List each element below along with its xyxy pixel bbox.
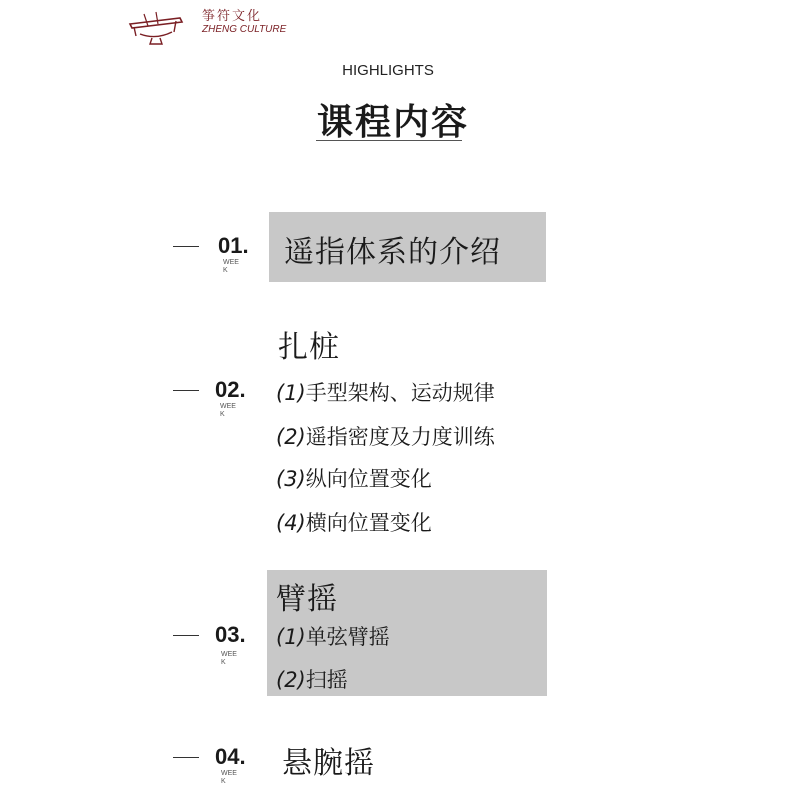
week-02-dash [173, 390, 199, 391]
week-02-item-1: (1)手型架构、运动规律 [276, 381, 495, 405]
week-04-number: 04. [215, 744, 246, 769]
week-03-item-1: (1)单弦臂摇 [276, 625, 390, 649]
week-04-title: 悬腕摇 [282, 746, 375, 781]
week-04-label: WEE K [221, 770, 237, 785]
week-03-label: WEE K [221, 651, 237, 666]
week-04-dash [173, 757, 199, 758]
week-01-label: WEE K [223, 259, 239, 274]
week-03-title: 臂摇 [276, 582, 338, 617]
week-03-number: 03. [215, 622, 246, 647]
week-01-title: 遥指体系的介绍 [284, 235, 501, 270]
zheng-instrument-logo-icon [126, 10, 186, 46]
page-title: 课程内容 [316, 102, 469, 143]
week-02-item-4: (4)横向位置变化 [276, 511, 432, 535]
week-01-number: 01. [218, 233, 249, 258]
week-02-item-3: (3)纵向位置变化 [276, 467, 432, 491]
week-02-label: WEE K [220, 403, 236, 418]
week-01-dash [173, 246, 199, 247]
week-03-dash [173, 635, 199, 636]
title-underline [316, 140, 462, 141]
brand-name-cn: 筝符文化 [202, 9, 263, 24]
week-03-item-2: (2)扫摇 [276, 668, 348, 692]
week-02-title: 扎桩 [278, 330, 340, 365]
section-eyebrow: HIGHLIGHTS [342, 62, 434, 79]
week-02-number: 02. [215, 377, 246, 402]
brand-name-en: ZHENG CULTURE [202, 24, 287, 35]
week-02-item-2: (2)遥指密度及力度训练 [276, 425, 495, 449]
